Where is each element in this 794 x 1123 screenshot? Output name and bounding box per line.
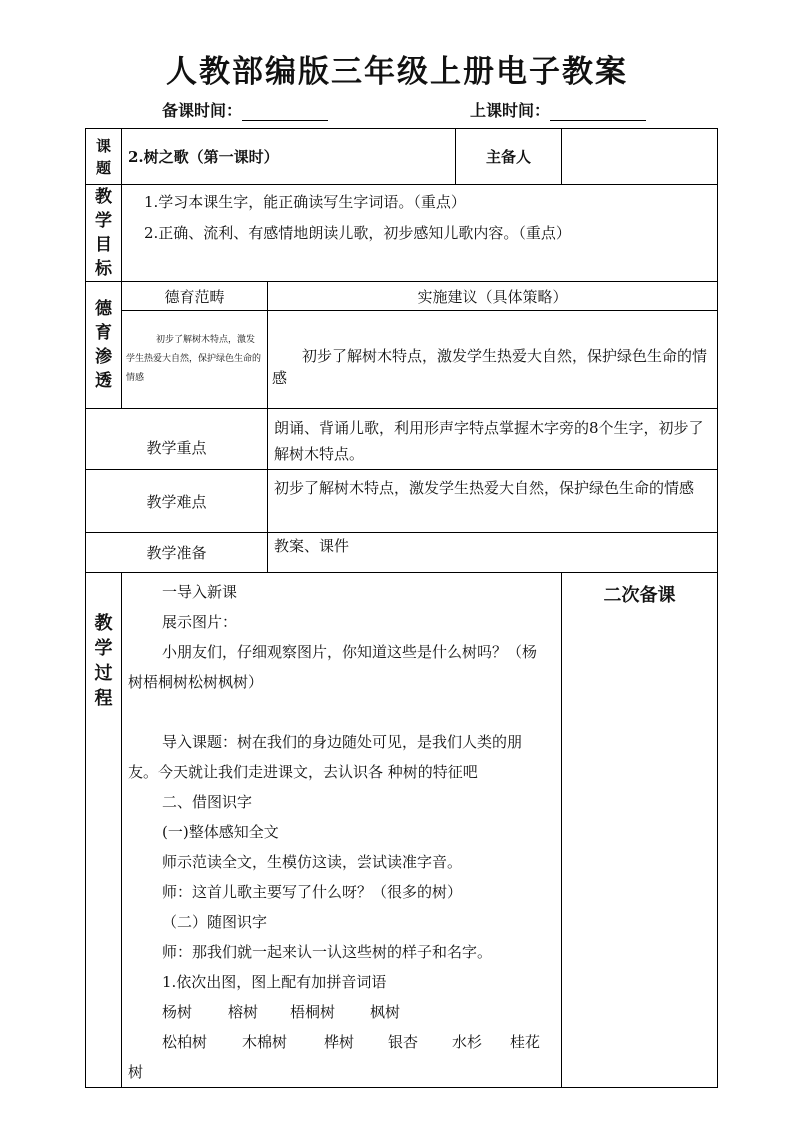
process-content: [122, 573, 562, 1088]
focus-value: 朗诵、背诵儿歌，利用形声字特点掌握木字旁的8个生字，初步了解树木特点。: [268, 409, 718, 470]
process-spacer: [128, 697, 549, 727]
objectives-list: [122, 185, 718, 282]
word-row-2: [128, 1027, 549, 1057]
document-title: 人教部编版三年级上册电子教案: [166, 54, 628, 90]
moral-strategy-header: 实施建议（具体策略）: [268, 282, 718, 311]
moral-label-text: 德育渗透: [95, 299, 112, 391]
owner-label: 主备人: [456, 129, 562, 185]
word-item: 榕树: [228, 1003, 259, 1021]
word-wrap: 树: [128, 1063, 144, 1081]
process-line: 展示图片：: [162, 613, 238, 631]
word-item: 桦树: [324, 1033, 355, 1051]
process-line: 师：那我们就一起来认一认这些树的样子和名字。: [162, 943, 493, 961]
word-item: 银杏: [388, 1033, 419, 1051]
process-line: （二）随图识字: [162, 913, 268, 931]
process-line: 师：这首儿歌主要写了什么呀？（很多的树）: [162, 883, 463, 901]
difficulty-label: 教学难点: [86, 470, 268, 533]
process-line: 小朋友们，仔细观察图片，你知道这些是什么树吗？（杨树梧桐树松树枫树）: [128, 643, 538, 691]
topic-row: [86, 129, 718, 185]
objectives-label-text: 教学目标: [95, 187, 112, 279]
class-time: [470, 98, 646, 121]
process-line: 一导入新课: [162, 583, 238, 601]
moral-header-row: [86, 282, 718, 311]
class-time-label: 上课时间：: [470, 101, 551, 120]
second-prep-label: 二次备课: [562, 573, 718, 1088]
prep-time-label: 备课时间：: [162, 101, 243, 120]
topic-label: [86, 129, 122, 185]
word-row-1: [128, 997, 549, 1027]
moral-content-row: [86, 311, 718, 409]
objectives-label: [86, 185, 122, 282]
process-line: 师示范读全文，生模仿这读，尝试读准字音。: [162, 853, 463, 871]
moral-scope-header: 德育范畴: [122, 282, 268, 311]
word-item: 杨树: [162, 1003, 193, 1021]
difficulty-row: [86, 470, 718, 533]
moral-strategy-value: 初步了解树木特点，激发学生热爱大自然，保护绿色生命的情感: [272, 346, 708, 387]
process-label: [86, 573, 122, 1088]
preparation-label: 教学准备: [86, 533, 268, 573]
process-line: 1.依次出图，图上配有加拼音词语: [162, 973, 387, 991]
process-label-text: 教学过程: [94, 613, 113, 709]
moral-scope-text: [122, 311, 268, 409]
word-item: 松柏树: [162, 1033, 208, 1051]
objective-item: 1.学习本课生字，能正确读写生字词语。（重点）: [144, 193, 466, 211]
preparation-value: 教案、课件: [268, 533, 718, 573]
topic-label-text: 课题: [96, 136, 112, 177]
process-row: [86, 573, 718, 1088]
preparation-row: [86, 533, 718, 573]
topic-value: 2.树之歌（第一课时）: [122, 129, 456, 185]
lesson-plan-table: [85, 128, 718, 1088]
class-time-blank: [550, 102, 646, 121]
focus-row: [86, 409, 718, 470]
moral-strategy-text: [268, 311, 718, 409]
word-item-start: 桂花: [510, 1033, 541, 1051]
moral-scope-value: 初步了解树木特点，激发学生热爱大自然，保护绿色生命的情感: [126, 335, 262, 383]
process-line: (一)整体感知全文: [162, 823, 279, 841]
objectives-row: [86, 185, 718, 282]
moral-label: [86, 282, 122, 409]
word-item: 枫树: [370, 1003, 401, 1021]
process-line: 导入课题：树在我们的身边随处可见，是我们人类的朋友。今天就让我们走进课文，去认识各 种树的特征吧: [128, 733, 523, 781]
owner-value: [562, 129, 718, 185]
difficulty-value: 初步了解树木特点，激发学生热爱大自然，保护绿色生命的情感: [268, 470, 718, 533]
prep-time-blank: [242, 102, 328, 121]
word-item: 梧桐树: [290, 1003, 336, 1021]
word-item: 水杉: [452, 1033, 483, 1051]
word-item: 木棉树: [242, 1033, 288, 1051]
word-item: [510, 1033, 540, 1051]
process-line: 二、借图识字: [162, 793, 253, 811]
prep-time: [162, 98, 328, 121]
objective-item: 2.正确、流利、有感情地朗读儿歌，初步感知儿歌内容。（重点）: [144, 224, 571, 242]
focus-label: 教学重点: [86, 409, 268, 470]
